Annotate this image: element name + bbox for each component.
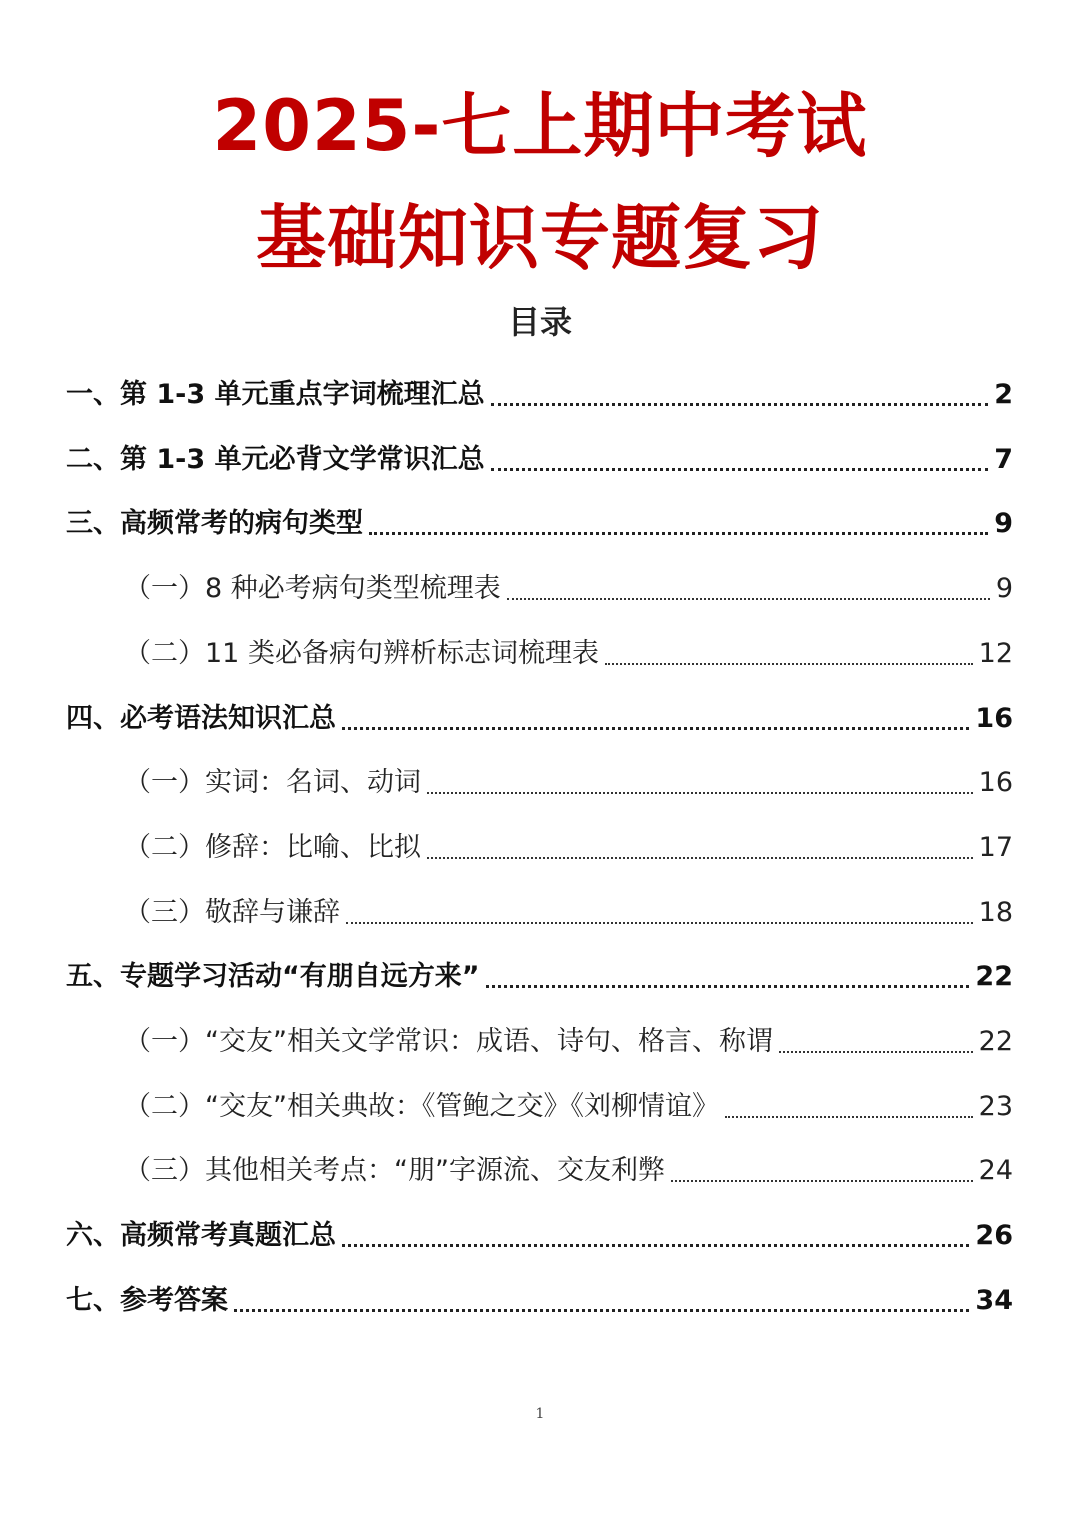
toc-leader-dots — [427, 788, 973, 794]
toc-entry-label: （二）11 类必备病句辨析标志词梳理表 — [124, 637, 599, 669]
toc-entry-label: 五、专题学习活动“有朋自远方来” — [66, 961, 480, 993]
toc-leader-dots — [779, 1047, 973, 1053]
toc-entry-label: 一、第 1-3 单元重点字词梳理汇总 — [66, 379, 485, 410]
toc-entry[interactable] — [66, 501, 1013, 547]
toc-entry[interactable] — [66, 372, 1013, 418]
toc-entry-label: 二、第 1-3 单元必背文学常识汇总 — [66, 443, 485, 475]
toc-entry-label: （二）修辞：比喻、比拟 — [124, 831, 421, 863]
toc-leader-dots — [342, 1240, 969, 1247]
toc-entry-label: 六、高频常考真题汇总 — [66, 1220, 336, 1252]
toc-leader-dots — [486, 981, 970, 988]
document-title-line-2: 基础知识专题复习 — [256, 197, 824, 279]
toc-entry[interactable] — [124, 1148, 1013, 1194]
toc-entry-label: （二）“交友”相关典故：《管鲍之交》《刘柳情谊》 — [124, 1090, 719, 1122]
toc-leader-dots — [605, 659, 973, 665]
toc-leader-dots — [342, 723, 969, 730]
toc-entry-page: 2 — [994, 379, 1013, 410]
toc-entry-page: 22 — [978, 1026, 1013, 1057]
toc-leader-dots — [491, 464, 989, 471]
toc-entry-page: 16 — [975, 702, 1013, 734]
toc-leader-dots — [234, 1305, 969, 1312]
toc-entry-page: 16 — [978, 767, 1013, 799]
toc-entry-label: （一）实词：名词、动词 — [124, 767, 421, 799]
toc-entry[interactable] — [124, 890, 1013, 936]
toc-entry[interactable] — [124, 566, 1013, 612]
document-title-line-1: 2025-七上期中考试 — [212, 85, 868, 167]
toc-entry-page: 17 — [978, 831, 1013, 863]
toc-leader-dots — [507, 594, 990, 600]
toc-entry-page: 23 — [978, 1090, 1013, 1122]
toc-leader-dots — [725, 1112, 973, 1118]
toc-leader-dots — [427, 853, 973, 859]
toc-entry-label: （一）8 种必考病句类型梳理表 — [124, 573, 501, 605]
toc-entry-page: 34 — [975, 1284, 1013, 1316]
toc-entry[interactable] — [124, 825, 1013, 871]
toc-entry-page: 12 — [978, 637, 1013, 669]
toc-entry[interactable] — [124, 1019, 1013, 1065]
toc-entry[interactable] — [124, 631, 1013, 677]
toc-entry-label: 三、高频常考的病句类型 — [66, 508, 363, 540]
toc-entry[interactable] — [124, 760, 1013, 806]
toc-entry-label: （三）其他相关考点：“朋”字源流、交友利弊 — [124, 1155, 665, 1187]
toc-leader-dots — [491, 399, 989, 406]
toc-entry[interactable] — [66, 1213, 1013, 1259]
toc-entry[interactable] — [66, 696, 1013, 742]
toc-entry-label: （三）敬辞与谦辞 — [124, 896, 340, 928]
toc-entry-page: 18 — [978, 896, 1013, 928]
toc-entry-page: 7 — [994, 443, 1013, 475]
toc-leader-dots — [671, 1176, 973, 1182]
toc-entry-label: （一）“交友”相关文学常识：成语、诗句、格言、称谓 — [124, 1026, 773, 1057]
toc-entry-page: 26 — [975, 1220, 1013, 1252]
toc-entry[interactable] — [66, 954, 1013, 1000]
toc-entry-page: 9 — [994, 508, 1013, 540]
toc-entry[interactable] — [66, 437, 1013, 483]
toc-entry-label: 四、必考语法知识汇总 — [66, 702, 336, 734]
toc-entry-page: 22 — [975, 961, 1013, 993]
toc-entry-page: 9 — [995, 573, 1013, 605]
toc-leader-dots — [346, 918, 973, 924]
toc-entry-page: 24 — [978, 1155, 1013, 1187]
page-number: 1 — [535, 1406, 545, 1422]
toc-entry-label: 七、参考答案 — [66, 1284, 228, 1316]
toc-heading: 目录 — [507, 303, 572, 341]
toc-leader-dots — [369, 528, 988, 535]
toc-entry[interactable] — [124, 1084, 1013, 1130]
toc-entry[interactable] — [66, 1278, 1013, 1324]
